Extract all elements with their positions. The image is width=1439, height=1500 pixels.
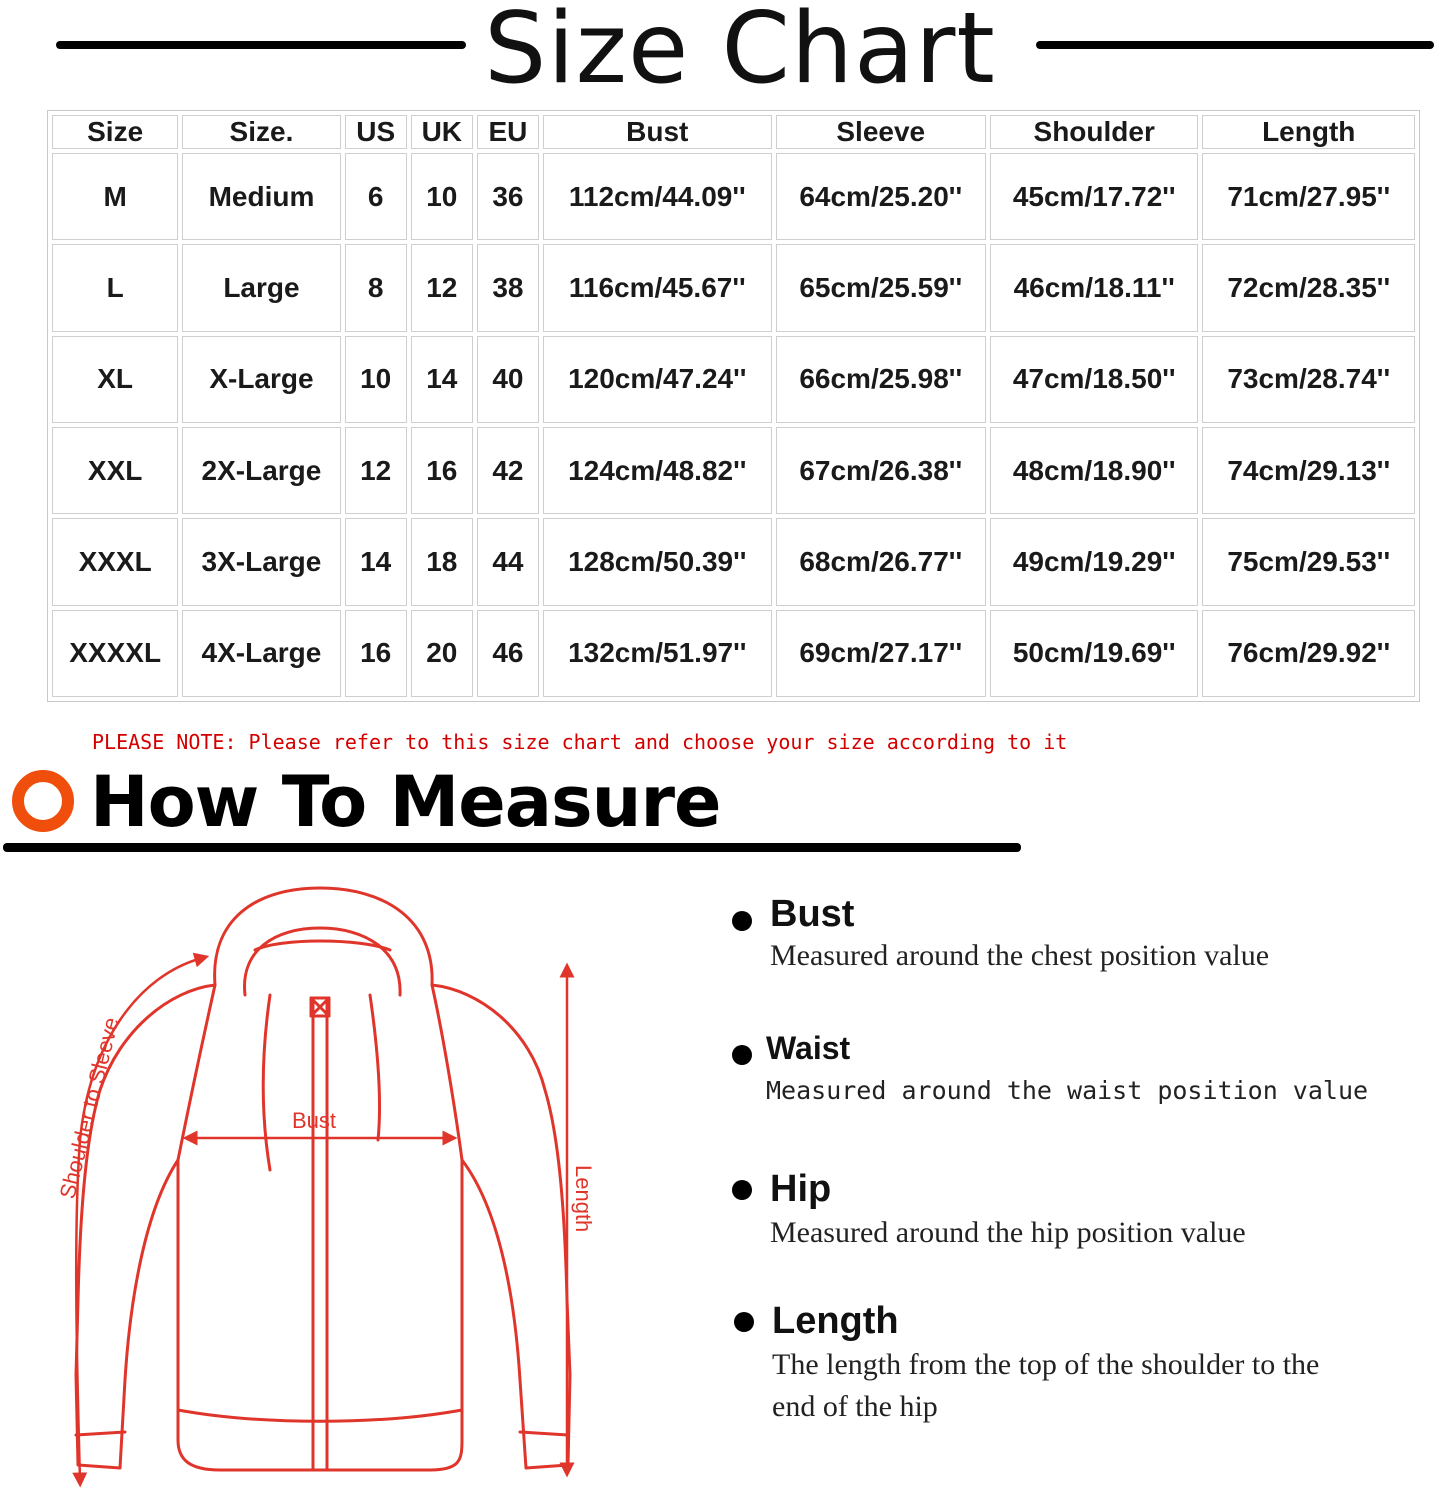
bullet-icon xyxy=(734,1312,754,1332)
table-cell: 49cm/19.29'' xyxy=(990,518,1198,605)
table-cell: 112cm/44.09'' xyxy=(543,153,772,240)
hoodie-diagram-icon xyxy=(30,880,650,1490)
ring-icon xyxy=(12,770,74,832)
table-cell: 74cm/29.13'' xyxy=(1202,427,1415,514)
definition-desc: The length from the top of the shoulder to the end of the hip xyxy=(772,1348,1320,1423)
table-cell: M xyxy=(52,153,178,240)
table-cell: 36 xyxy=(477,153,539,240)
shoulder-to-sleeve-label: Shoulder to Sleeve xyxy=(54,1014,124,1202)
table-cell: 75cm/29.53'' xyxy=(1202,518,1415,605)
table-cell: 128cm/50.39'' xyxy=(543,518,772,605)
definition-term: Length xyxy=(772,1300,899,1342)
table-cell: 2X-Large xyxy=(182,427,340,514)
table-cell: 10 xyxy=(345,336,407,423)
column-header: Length xyxy=(1202,115,1415,149)
length-label: Length xyxy=(571,1165,596,1233)
table-cell: 76cm/29.92'' xyxy=(1202,610,1415,697)
definition-desc: Measured around the chest position value xyxy=(770,939,1270,972)
table-cell: 65cm/25.59'' xyxy=(776,244,986,331)
table-cell: 42 xyxy=(477,427,539,514)
table-cell: XXL xyxy=(52,427,178,514)
table-cell: 64cm/25.20'' xyxy=(776,153,986,240)
table-cell: 116cm/45.67'' xyxy=(543,244,772,331)
table-cell: 4X-Large xyxy=(182,610,340,697)
table-cell: 6 xyxy=(345,153,407,240)
table-header-row xyxy=(52,115,1415,149)
table-cell: 40 xyxy=(477,336,539,423)
table-cell: Large xyxy=(182,244,340,331)
table-row xyxy=(52,518,1415,605)
title-rule-left xyxy=(56,41,466,49)
definition-desc: Measured around the waist position value xyxy=(766,1076,1369,1105)
definition-term: Waist xyxy=(766,1030,851,1066)
table-cell: 71cm/27.95'' xyxy=(1202,153,1415,240)
table-cell: XXXL xyxy=(52,518,178,605)
size-note: PLEASE NOTE: Please refer to this size chart and choose your size according to it xyxy=(92,730,1068,754)
table-row xyxy=(52,336,1415,423)
table-cell: 124cm/48.82'' xyxy=(543,427,772,514)
column-header: US xyxy=(345,115,407,149)
table-cell: 73cm/28.74'' xyxy=(1202,336,1415,423)
table-cell: XL xyxy=(52,336,178,423)
how-to-measure-title: How To Measure xyxy=(90,761,721,843)
column-header: Size xyxy=(52,115,178,149)
table-cell: 132cm/51.97'' xyxy=(543,610,772,697)
table-cell: 46cm/18.11'' xyxy=(990,244,1198,331)
column-header: Bust xyxy=(543,115,772,149)
bust-label: Bust xyxy=(292,1108,337,1133)
table-cell: 66cm/25.98'' xyxy=(776,336,986,423)
table-cell: 38 xyxy=(477,244,539,331)
size-chart-header xyxy=(0,0,1439,106)
table-cell: 8 xyxy=(345,244,407,331)
title-rule-right xyxy=(1036,41,1434,49)
column-header: Size. xyxy=(182,115,340,149)
table-cell: 44 xyxy=(477,518,539,605)
size-table xyxy=(47,110,1420,702)
table-cell: Medium xyxy=(182,153,340,240)
definition-desc: Measured around the hip position value xyxy=(770,1216,1246,1249)
column-header: EU xyxy=(477,115,539,149)
table-cell: 12 xyxy=(345,427,407,514)
table-cell: 14 xyxy=(411,336,473,423)
table-cell: 46 xyxy=(477,610,539,697)
table-row xyxy=(52,153,1415,240)
table-row xyxy=(52,244,1415,331)
bullet-icon xyxy=(732,1045,752,1065)
table-cell: 72cm/28.35'' xyxy=(1202,244,1415,331)
page-title: Size Chart xyxy=(484,0,996,106)
bullet-icon xyxy=(732,1180,752,1200)
table-cell: 45cm/17.72'' xyxy=(990,153,1198,240)
column-header: Sleeve xyxy=(776,115,986,149)
table-cell: 3X-Large xyxy=(182,518,340,605)
bullet-icon xyxy=(732,911,752,931)
table-cell: 67cm/26.38'' xyxy=(776,427,986,514)
table-cell: 47cm/18.50'' xyxy=(990,336,1198,423)
table-cell: 12 xyxy=(411,244,473,331)
column-header: UK xyxy=(411,115,473,149)
table-row xyxy=(52,610,1415,697)
definition-term: Hip xyxy=(770,1168,832,1210)
table-cell: 16 xyxy=(345,610,407,697)
table-cell: XXXXL xyxy=(52,610,178,697)
table-row xyxy=(52,427,1415,514)
table-cell: 14 xyxy=(345,518,407,605)
section-rule xyxy=(3,843,1021,852)
table-cell: 120cm/47.24'' xyxy=(543,336,772,423)
table-cell: 50cm/19.69'' xyxy=(990,610,1198,697)
table-cell: 10 xyxy=(411,153,473,240)
table-cell: X-Large xyxy=(182,336,340,423)
column-header: Shoulder xyxy=(990,115,1198,149)
table-cell: L xyxy=(52,244,178,331)
definition-term: Bust xyxy=(770,893,855,935)
table-cell: 16 xyxy=(411,427,473,514)
table-cell: 48cm/18.90'' xyxy=(990,427,1198,514)
table-cell: 68cm/26.77'' xyxy=(776,518,986,605)
table-cell: 69cm/27.17'' xyxy=(776,610,986,697)
table-cell: 20 xyxy=(411,610,473,697)
table-cell: 18 xyxy=(411,518,473,605)
